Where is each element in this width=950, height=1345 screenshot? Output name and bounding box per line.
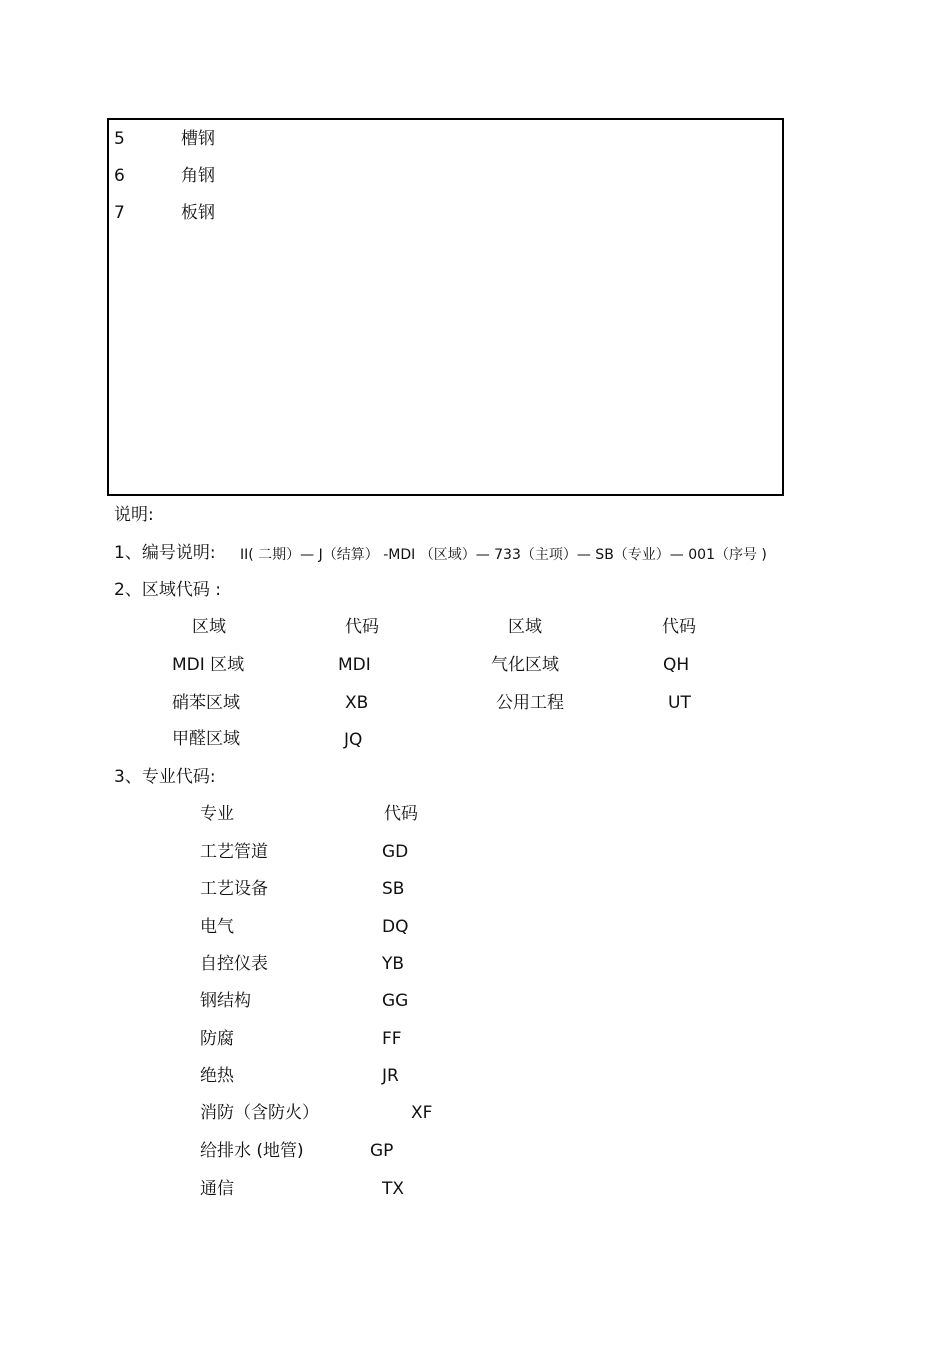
area-code: QH (663, 655, 690, 675)
discipline-code: JR (382, 1066, 399, 1086)
area-name: 公用工程 (496, 693, 564, 713)
area-header: 区域 (508, 617, 542, 637)
discipline-code: YB (382, 954, 405, 974)
row-num: 6 (114, 166, 125, 186)
numbering-label: 1、编号说明: (114, 543, 216, 563)
discipline-name: 工艺设备 (200, 879, 268, 899)
discipline-name: 钢结构 (200, 991, 251, 1011)
row-name: 角钢 (181, 166, 215, 186)
discipline-code: GG (382, 991, 409, 1011)
code-header: 代码 (345, 617, 379, 637)
area-name: 硝苯区域 (172, 693, 240, 713)
discipline-code: FF (382, 1029, 402, 1049)
area-code: XB (345, 693, 369, 713)
area-name: MDI 区域 (172, 655, 245, 675)
discipline-code: DQ (382, 917, 409, 937)
discipline-name: 绝热 (200, 1066, 234, 1086)
discipline-code: TX (382, 1179, 405, 1199)
discipline-code: GP (370, 1141, 394, 1161)
discipline-name: 工艺管道 (200, 842, 268, 862)
code-header: 代码 (384, 804, 418, 824)
discipline-code-label: 3、专业代码: (114, 767, 216, 787)
row-num: 7 (114, 203, 125, 223)
discipline-code: GD (382, 842, 409, 862)
row-num: 5 (114, 129, 125, 149)
row-name: 板钢 (181, 203, 215, 223)
discipline-header: 专业 (200, 804, 234, 824)
discipline-name: 通信 (200, 1179, 234, 1199)
area-name: 甲醛区域 (172, 729, 240, 749)
area-code: UT (668, 693, 691, 713)
numbering-formula: II( 二期）— J（结算） -MDI （区域）— 733（主项）— SB（专业）— 001（序号 ) (240, 547, 767, 563)
discipline-name: 防腐 (200, 1029, 234, 1049)
area-code-label: 2、区域代码 : (114, 580, 221, 600)
discipline-name: 给排水 (地管) (200, 1141, 304, 1161)
row-name: 槽钢 (181, 129, 215, 149)
area-name: 气化区域 (491, 655, 559, 675)
area-header: 区域 (192, 617, 226, 637)
discipline-name: 电气 (200, 917, 234, 937)
notes-heading: 说明: (114, 505, 154, 525)
area-code: JQ (344, 730, 363, 750)
discipline-code: SB (382, 879, 405, 899)
discipline-name: 自控仪表 (200, 954, 268, 974)
discipline-code: XF (411, 1103, 433, 1123)
code-header: 代码 (662, 617, 696, 637)
area-code: MDI (338, 655, 371, 675)
discipline-name: 消防（含防火） (200, 1103, 319, 1123)
